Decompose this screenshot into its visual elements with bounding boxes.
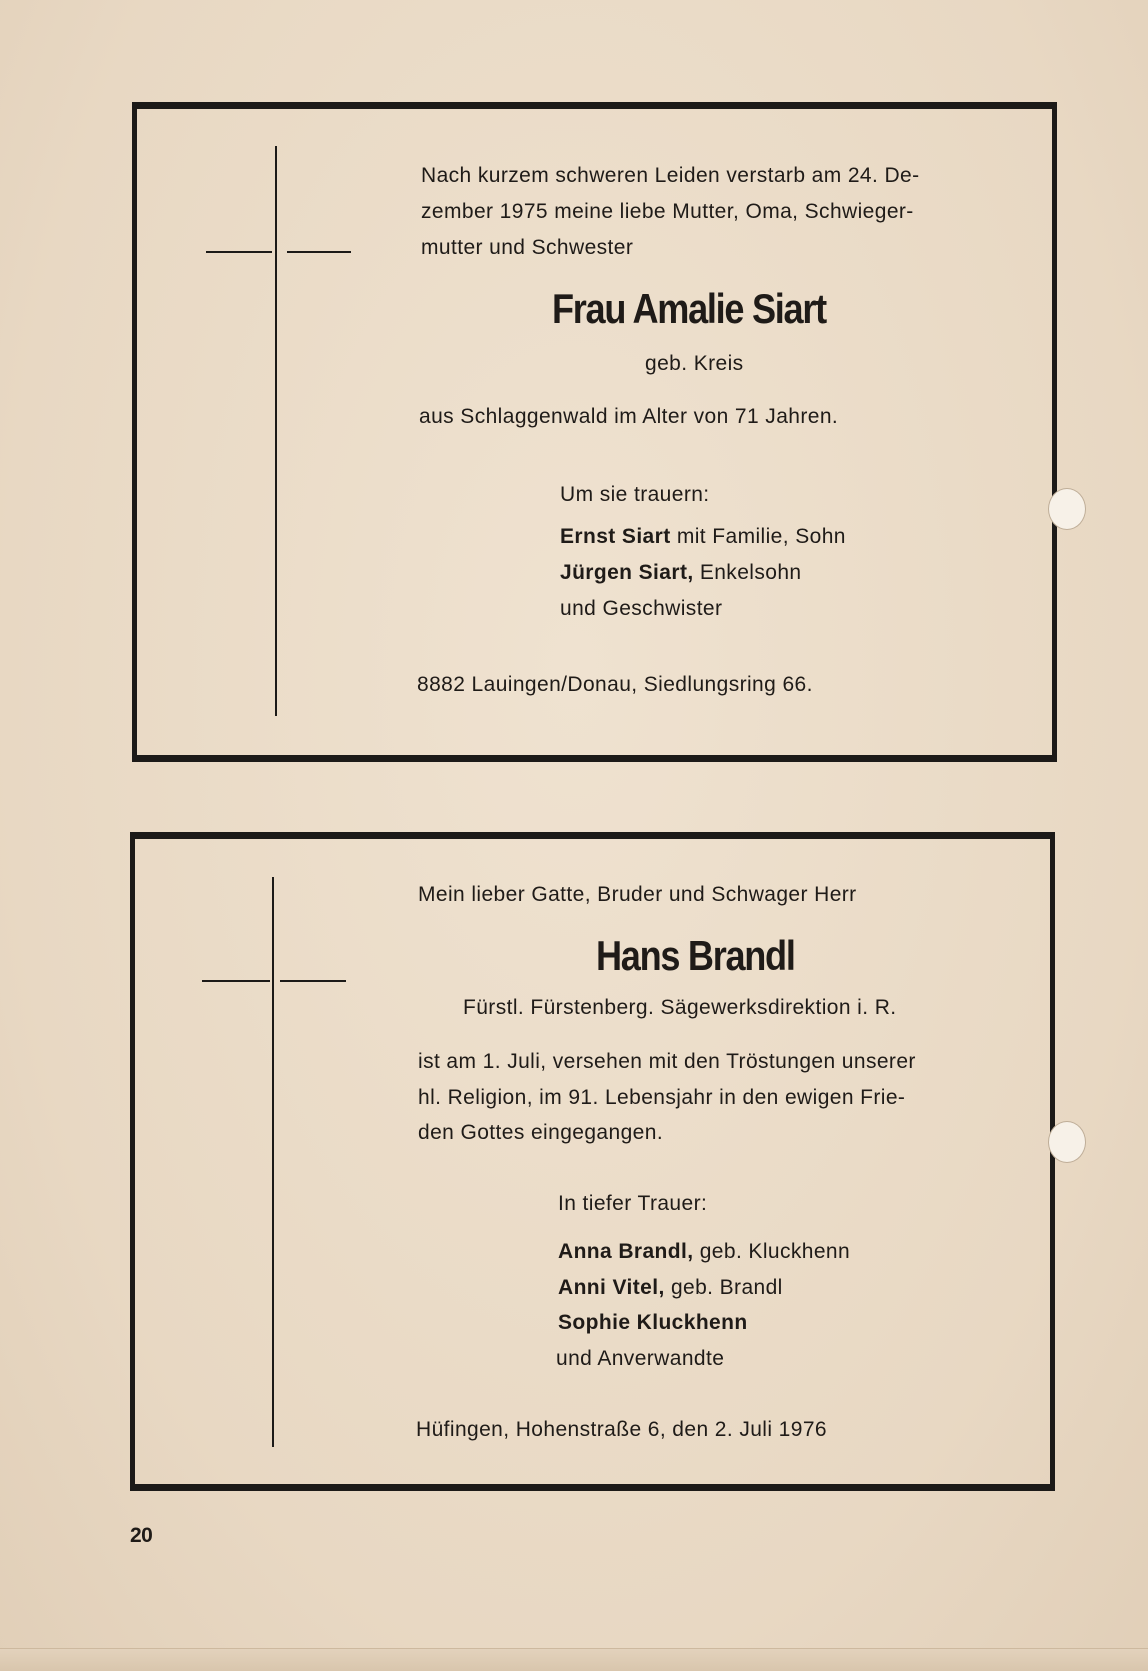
page-number: 20	[130, 1524, 153, 1547]
intro-line: Nach kurzem schweren Leiden verstarb am 24. De-	[421, 164, 920, 187]
mourner-relation: geb. Kluckhenn	[693, 1240, 851, 1263]
mourners-heading: In tiefer Trauer:	[558, 1192, 708, 1215]
punch-hole	[1048, 488, 1086, 530]
body-line: hl. Religion, im 91. Lebensjahr in den ewigen Frie-	[418, 1086, 906, 1109]
cross-arm-left	[206, 251, 272, 253]
mourner-name: Sophie Kluckhenn	[558, 1311, 748, 1334]
mourner-relation: Enkelsohn	[693, 561, 802, 584]
mourner-name: Anni Vitel,	[558, 1276, 665, 1299]
deceased-name: Frau Amalie Siart	[552, 285, 826, 332]
page-edge	[0, 1648, 1148, 1671]
cross-arm-left	[202, 980, 270, 982]
mourner-line	[558, 1270, 783, 1305]
title-line: Fürstl. Fürstenberg. Sägewerksdirektion i. R.	[463, 996, 897, 1019]
cross-arm-right	[280, 980, 346, 982]
cross-arm-right	[287, 251, 351, 253]
cross-icon	[275, 146, 277, 716]
cross-icon	[272, 877, 274, 1447]
mourner-line	[558, 1305, 748, 1340]
body-line: den Gottes eingegangen.	[418, 1121, 664, 1144]
body-line: ist am 1. Juli, versehen mit den Tröstungen unserer	[418, 1050, 916, 1073]
mourner-line	[560, 591, 722, 626]
punch-hole	[1048, 1121, 1086, 1163]
deceased-name: Hans Brandl	[596, 932, 795, 979]
origin-line: aus Schlaggenwald im Alter von 71 Jahren.	[419, 405, 839, 428]
mourner-relation: geb. Brandl	[664, 1276, 783, 1299]
mourner-name: Ernst Siart	[560, 525, 671, 548]
mourner-line	[560, 555, 801, 590]
intro-line: zember 1975 meine liebe Mutter, Oma, Schwieger-	[421, 200, 914, 223]
intro-line: Mein lieber Gatte, Bruder und Schwager Herr	[418, 883, 857, 906]
address-line: Hüfingen, Hohenstraße 6, den 2. Juli 1976	[416, 1418, 827, 1441]
intro-line: mutter und Schwester	[421, 236, 634, 259]
mourner-line	[558, 1234, 850, 1269]
mourners-heading: Um sie trauern:	[560, 483, 710, 506]
mourner-relation: und Geschwister	[560, 597, 723, 620]
mourner-line	[560, 519, 846, 554]
address-line: 8882 Lauingen/Donau, Siedlungsring 66.	[417, 673, 813, 696]
mourner-name: Anna Brandl,	[558, 1240, 694, 1263]
death-notice-brandl	[130, 832, 1055, 1491]
mourner-relation: mit Familie, Sohn	[670, 525, 846, 548]
mourner-relation: und Anverwandte	[556, 1347, 725, 1370]
mourner-line	[556, 1341, 724, 1376]
mourner-name: Jürgen Siart,	[560, 561, 694, 584]
birth-name: geb. Kreis	[645, 352, 744, 375]
